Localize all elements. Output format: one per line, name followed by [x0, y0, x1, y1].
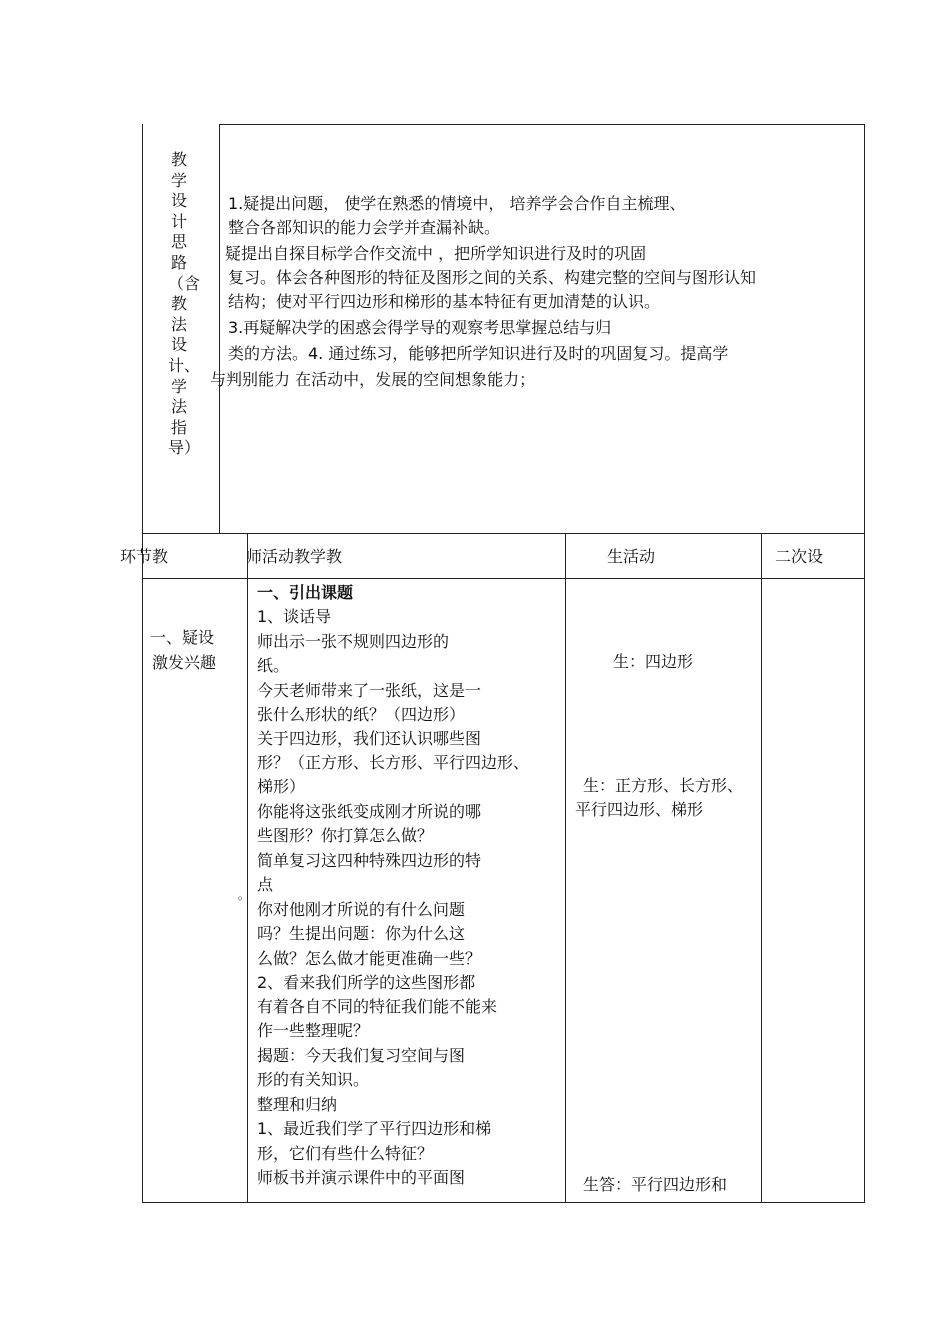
- right-outer-border: [864, 124, 865, 1203]
- teacher-activity-line: 今天老师带来了一张纸，这是一: [257, 681, 482, 700]
- top-border: [219, 124, 865, 125]
- teacher-activity-line: 师出示一张不规则四边形的: [257, 632, 450, 651]
- header-student-activity: 生活动: [607, 547, 656, 566]
- teacher-activity-line: 形的有关知识。: [257, 1070, 370, 1089]
- teacher-activity-line: 整理和归纳: [257, 1095, 338, 1114]
- design-line: 结构；使对平行四边形和梯形的基本特征有更加清楚的认识。: [228, 292, 661, 311]
- header-bottom-border: [142, 578, 865, 579]
- stage-line: 一、疑设: [150, 628, 215, 647]
- teacher-activity-line: 1、最近我们学了平行四边形和梯: [257, 1119, 492, 1138]
- teacher-activity-line: 有着各自不同的特征我们能不能来: [257, 997, 498, 1016]
- design-line: 整合各部知识的能力会学并查漏补缺。: [228, 218, 501, 237]
- design-line: 与判别能力 在活动中，发展的空间想象能力；: [210, 370, 536, 389]
- design-line: 复习。体会各种图形的特征及图形之间的关系、构建完整的空间与图形认知: [228, 268, 757, 287]
- design-line: 疑提出自探目标学合作交流中 ，把所学知识进行及时的巩固: [225, 244, 647, 263]
- teacher-activity-line: 一、引出课题: [257, 583, 354, 602]
- student-answer: 生答：平行四边形和: [583, 1175, 728, 1194]
- teacher-activity-line: 1、谈话导: [257, 607, 332, 626]
- teacher-activity-line: 么做？怎么做才能更准确一些？: [257, 949, 482, 968]
- teacher-activity-line: 你能将这张纸变成刚才所说的哪: [257, 802, 482, 821]
- header-second-design: 二次设: [775, 547, 824, 566]
- header-top-border: [142, 533, 865, 534]
- col-divider-2: [565, 533, 566, 1203]
- teacher-activity-line: 点: [257, 875, 274, 894]
- teacher-activity-line: 简单复习这四种特殊四边形的特: [257, 851, 482, 870]
- teacher-activity-line: 师板书并演示课件中的平面图: [257, 1168, 466, 1187]
- teacher-activity-line: 些图形？你打算怎么做？: [257, 826, 434, 845]
- teacher-activity-line: 2、看来我们所学的这些图形都: [257, 973, 476, 992]
- left-outer-border: [142, 124, 143, 1203]
- student-answer: 平行四边形、梯形: [575, 800, 704, 819]
- teacher-activity-line: 形，它们有些什么特征？: [257, 1144, 434, 1163]
- student-answer: 生：四边形: [613, 652, 694, 671]
- stray-period: 。: [238, 888, 251, 902]
- header-teacher-activity: 师活动教学教: [246, 547, 343, 566]
- header-stage: 环节教: [120, 547, 169, 566]
- col-divider-3: [761, 533, 762, 1203]
- stage-line: 激发兴趣: [152, 653, 217, 672]
- table-bottom-border: [142, 1202, 865, 1203]
- teacher-activity-line: 形？（正方形、长方形、平行四边形、: [257, 753, 530, 772]
- label-divider: [219, 124, 220, 534]
- teacher-activity-line: 关于四边形，我们还认识哪些图: [257, 729, 482, 748]
- teacher-activity-line: 纸。: [257, 656, 290, 675]
- teacher-activity-line: 你对他刚才所说的有什么问题: [257, 900, 466, 919]
- design-line: 1.疑提出问题， 使学在熟悉的情境中， 培养学会合作自主梳理、: [228, 194, 686, 213]
- teacher-activity-line: 作一些整理呢？: [257, 1021, 370, 1040]
- teacher-activity-line: 吗？生提出问题：你为什么这: [257, 924, 466, 943]
- teacher-activity-line: 揭题：今天我们复习空间与图: [257, 1046, 466, 1065]
- col-divider-1: [247, 533, 248, 1203]
- design-line: 类的方法。4. 通过练习，能够把所学知识进行及时的巩固复习。提高学: [228, 344, 729, 363]
- design-section-label: 教学设计思路（含教法设计、学法指导）: [168, 150, 201, 458]
- teacher-activity-line: 梯形）: [257, 777, 306, 796]
- design-line: 3.再疑解决学的困惑会得学导的观察考思掌握总结与归: [228, 318, 612, 337]
- student-answer: 生：正方形、长方形、: [583, 776, 744, 795]
- teacher-activity-line: 张什么形状的纸？（四边形）: [257, 705, 466, 724]
